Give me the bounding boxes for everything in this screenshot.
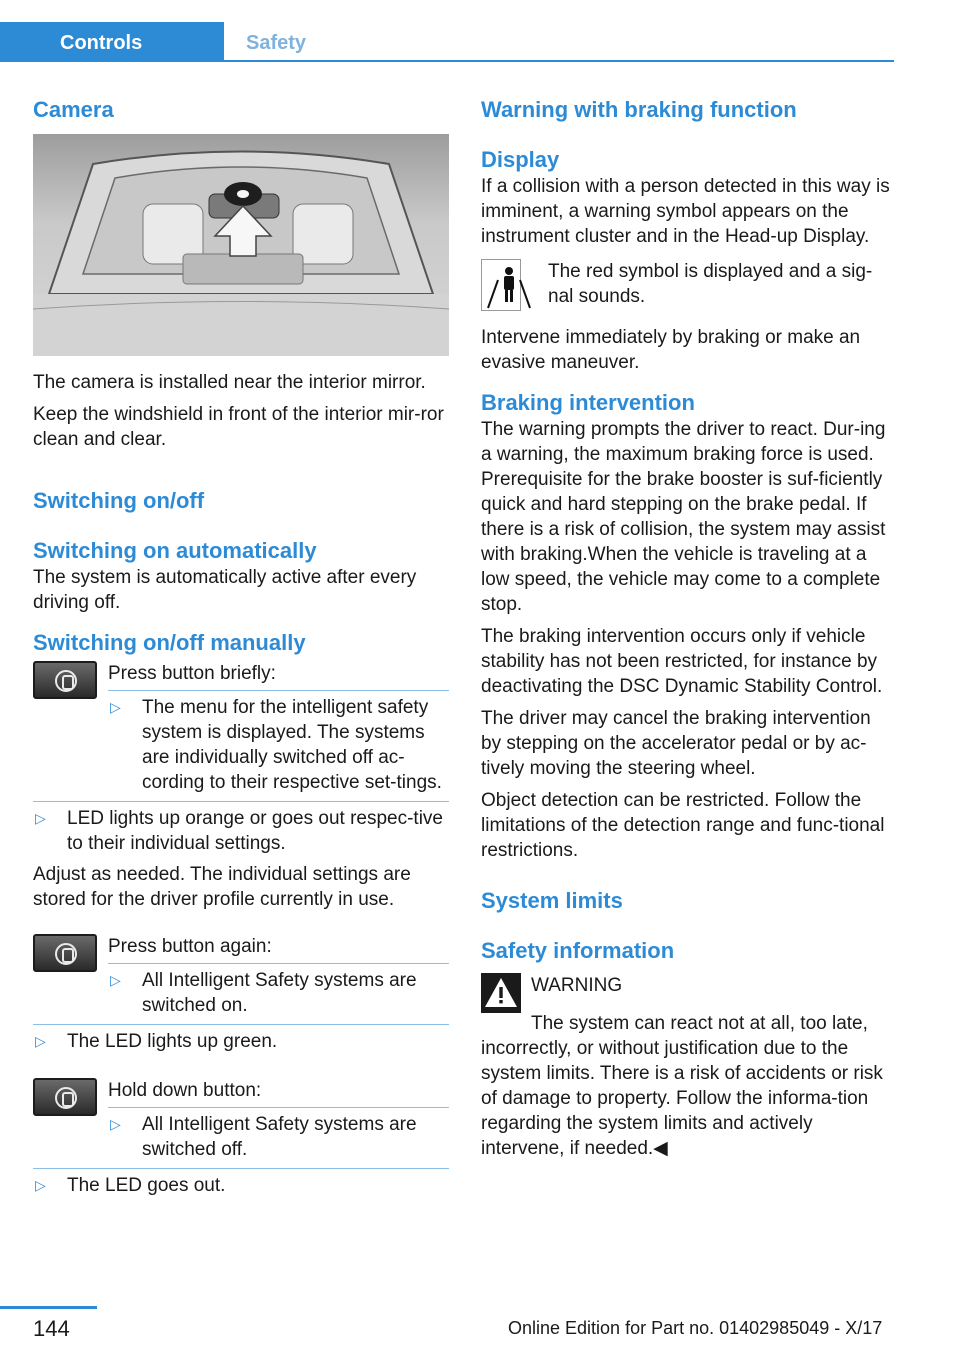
chapter-tabbar <box>0 22 894 62</box>
auto-heading: Switching on automatically <box>33 538 317 563</box>
switching-heading: Switching on/off <box>33 488 205 513</box>
intelligent-safety-button-icon <box>33 661 97 699</box>
warning-braking-heading: Warning with braking function <box>481 97 797 122</box>
intelligent-safety-button-icon <box>33 1078 97 1116</box>
adjust-text: Adjust as needed. The individual settings are stored for the driver profile currently in use. <box>33 864 411 910</box>
braking-paragraph-2: The braking intervention occurs only if vehicle stability has not been restricted, for instance by deactivating the DSC Dynamic Stability Control. <box>481 626 883 697</box>
list-item: ▷ All Intelligent Safety systems are switched on. <box>110 970 417 1016</box>
press-again-label: Press button again: <box>108 936 272 957</box>
hold-down-label: Hold down button: <box>108 1080 262 1101</box>
camera-paragraph-2: Keep the windshield in front of the interior mir‐ror clean and clear. <box>33 404 444 450</box>
triangle-right-icon: ▷ <box>110 1116 121 1132</box>
list-item: ▷ LED lights up orange or goes out respec‐tive to their individual settings. <box>35 808 443 854</box>
intelligent-safety-button-icon <box>33 934 97 972</box>
red-symbol-block <box>481 259 893 311</box>
triangle-right-icon: ▷ <box>35 1033 46 1049</box>
system-limits-heading: System limits <box>481 888 623 913</box>
display-heading: Display <box>481 147 560 172</box>
warning-block <box>481 973 893 1013</box>
display-text: If a collision with a person detected in this way is imminent, a warning symbol appears on the instrument cluster and in the Head-up Display. <box>481 176 890 247</box>
tab-controls[interactable]: Controls <box>0 22 224 62</box>
red-symbol-text: The red symbol is displayed and a sig‐nal sounds. <box>548 261 873 307</box>
triangle-right-icon: ▷ <box>35 1177 46 1193</box>
left-column <box>33 96 449 1198</box>
pedestrian-warning-icon <box>481 259 521 311</box>
hold-down-block <box>33 1078 449 1162</box>
triangle-right-icon: ▷ <box>35 810 46 826</box>
page-number: 144 <box>33 1316 70 1341</box>
tab-safety[interactable]: Safety <box>245 32 307 54</box>
edition-footer: Online Edition for Part no. 01402985049 - X/17 <box>508 1318 883 1338</box>
camera-paragraph-1: The camera is installed near the interior mirror. <box>33 372 426 393</box>
press-briefly-block <box>33 661 449 795</box>
auto-text: The system is automatically active after every driving off. <box>33 567 417 613</box>
manual-heading: Switching on/off manually <box>33 630 306 655</box>
list-item: ▷ The LED goes out. <box>35 1175 226 1196</box>
safety-information-heading: Safety information <box>481 938 675 963</box>
footer-rule <box>0 1306 97 1309</box>
right-column <box>481 96 893 1161</box>
camera-heading: Camera <box>33 97 114 122</box>
warning-label: WARNING <box>531 975 623 996</box>
list-item: ▷ All Intelligent Safety systems are switched off. <box>110 1114 417 1160</box>
triangle-right-icon: ▷ <box>110 699 121 715</box>
list-item: ▷ The menu for the intelligent safety system is displayed. The systems are individually switched off ac‐cording to their respective set‐tings. <box>110 697 442 793</box>
list-item: ▷ The LED lights up green. <box>35 1031 278 1052</box>
warning-text: The system can react not at all, too late, incorrectly, or without justification due to the system limits. There is a risk of accidents or risk of damage to property. Follow the informa‐tion regarding the system limits and actively intervene, if needed.◀ <box>481 1013 883 1159</box>
triangle-right-icon: ▷ <box>110 972 121 988</box>
press-briefly-label: Press button briefly: <box>108 663 276 684</box>
braking-paragraph-3: The driver may cancel the braking intervention by stepping on the accelerator pedal or by ac‐tively moving the steering wheel. <box>481 708 871 779</box>
warning-triangle-icon <box>481 973 521 1013</box>
braking-intervention-heading: Braking intervention <box>481 390 695 415</box>
camera-location-photo <box>33 134 449 356</box>
intervene-text: Intervene immediately by braking or make an evasive maneuver. <box>481 327 861 373</box>
braking-paragraph-1: The warning prompts the driver to react. Dur‐ing a warning, the maximum braking force is used. Prerequisite for the brake booster is suf‐ficiently quick and hard stepping on the brake pedal. If there is a risk of collision, the system may assist with braking.When the vehicle is traveling at a low speed, the vehicle may come to a complete stop. <box>481 419 886 615</box>
press-again-block <box>33 934 449 1018</box>
braking-paragraph-4: Object detection can be restricted. Follow the limitations of the detection range and func‐tional restrictions. <box>481 790 885 861</box>
